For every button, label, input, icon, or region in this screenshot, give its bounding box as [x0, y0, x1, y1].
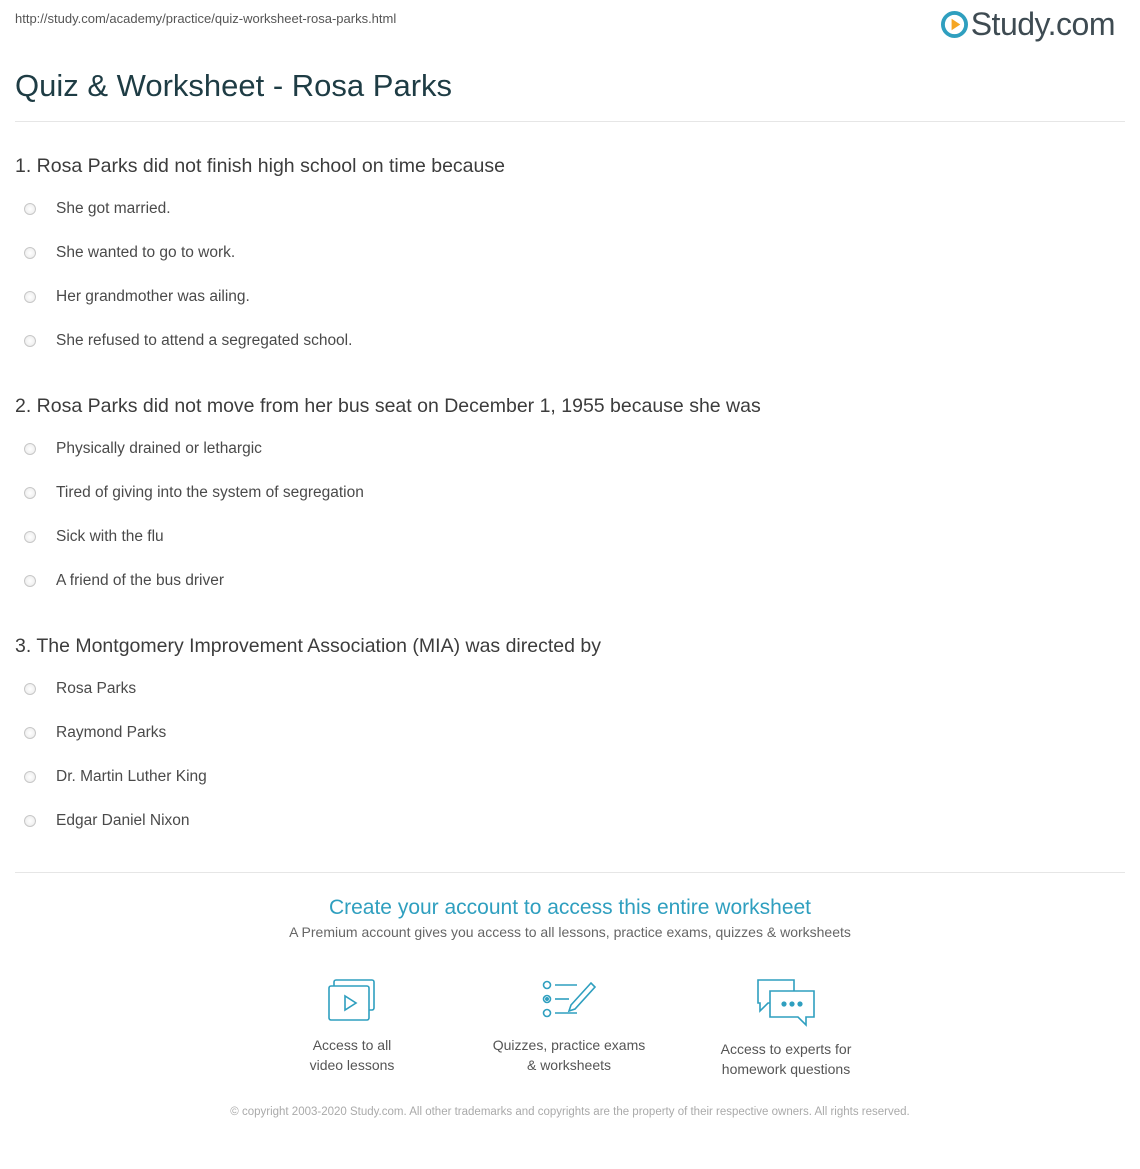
radio-button[interactable]: [24, 727, 36, 739]
option-label: A friend of the bus driver: [56, 572, 225, 589]
quiz-checklist-icon: [541, 977, 597, 1023]
page-title: Quiz & Worksheet - Rosa Parks: [15, 68, 453, 103]
option-label: Edgar Daniel Nixon: [56, 812, 190, 829]
feature-line: & worksheets: [526, 1057, 612, 1073]
study-logo[interactable]: [941, 6, 1115, 43]
option-label: She refused to attend a segregated school.: [56, 332, 353, 349]
radio-button[interactable]: [24, 487, 36, 499]
answer-option[interactable]: [15, 799, 1125, 843]
page-url: http://study.com/academy/practice/quiz-worksheet-rosa-parks.html: [15, 11, 397, 26]
option-label: She got married.: [56, 200, 171, 217]
question-3: [15, 633, 1125, 843]
option-label: Sick with the flu: [56, 528, 164, 545]
question-2: [15, 393, 1125, 603]
signup-cta: [0, 894, 1140, 940]
option-label: Rosa Parks: [56, 680, 137, 697]
answer-option[interactable]: [15, 319, 1125, 363]
divider: [15, 872, 1125, 873]
logo-text: Study.com: [970, 6, 1115, 42]
option-label: Tired of giving into the system of segregation: [56, 484, 364, 501]
feature-line: video lessons: [309, 1057, 395, 1073]
question-text: 2. Rosa Parks did not move from her bus seat on December 1, 1955 because she was: [15, 395, 761, 417]
feature-line: Access to all: [312, 1037, 392, 1053]
answer-option[interactable]: [15, 231, 1125, 275]
question-text: 3. The Montgomery Improvement Association (MIA) was directed by: [15, 635, 601, 657]
feature-line: Quizzes, practice exams: [492, 1037, 646, 1053]
radio-button[interactable]: [24, 443, 36, 455]
option-label: Physically drained or lethargic: [56, 440, 262, 457]
radio-button[interactable]: [24, 531, 36, 543]
answer-option[interactable]: [15, 515, 1125, 559]
radio-button[interactable]: [24, 815, 36, 827]
option-label: Dr. Martin Luther King: [56, 768, 207, 785]
feature-video-lessons: [242, 977, 462, 1075]
option-label: Raymond Parks: [56, 724, 167, 741]
play-logo-icon: [941, 11, 968, 38]
radio-button[interactable]: [24, 683, 36, 695]
answer-option[interactable]: [15, 755, 1125, 799]
video-lessons-icon: [326, 977, 378, 1023]
radio-button[interactable]: [24, 771, 36, 783]
answer-option[interactable]: [15, 471, 1125, 515]
option-label: She wanted to go to work.: [56, 244, 236, 261]
question-1: [15, 153, 1125, 363]
feature-line: Access to experts for: [720, 1041, 852, 1057]
answer-option[interactable]: [15, 711, 1125, 755]
feature-line: homework questions: [721, 1061, 851, 1077]
radio-button[interactable]: [24, 247, 36, 259]
radio-button[interactable]: [24, 203, 36, 215]
answer-option[interactable]: [15, 427, 1125, 471]
cta-link[interactable]: Create your account to access this entire worksheet: [328, 896, 812, 919]
radio-button[interactable]: [24, 291, 36, 303]
chat-bubbles-icon: [754, 977, 818, 1027]
copyright-notice: © copyright 2003-2020 Study.com. All other trademarks and copyrights are the property of their respective owners. All rights reserved.: [230, 1106, 910, 1118]
cta-subtitle: A Premium account gives you access to all lessons, practice exams, quizzes & worksheets: [289, 924, 851, 940]
answer-option[interactable]: [15, 559, 1125, 603]
radio-button[interactable]: [24, 575, 36, 587]
feature-experts: [676, 977, 896, 1079]
feature-quizzes: [459, 977, 679, 1075]
divider: [15, 121, 1125, 122]
answer-option[interactable]: [15, 187, 1125, 231]
question-text: 1. Rosa Parks did not finish high school on time because: [15, 155, 505, 177]
answer-option[interactable]: [15, 275, 1125, 319]
option-label: Her grandmother was ailing.: [56, 288, 250, 305]
answer-option[interactable]: [15, 667, 1125, 711]
radio-button[interactable]: [24, 335, 36, 347]
